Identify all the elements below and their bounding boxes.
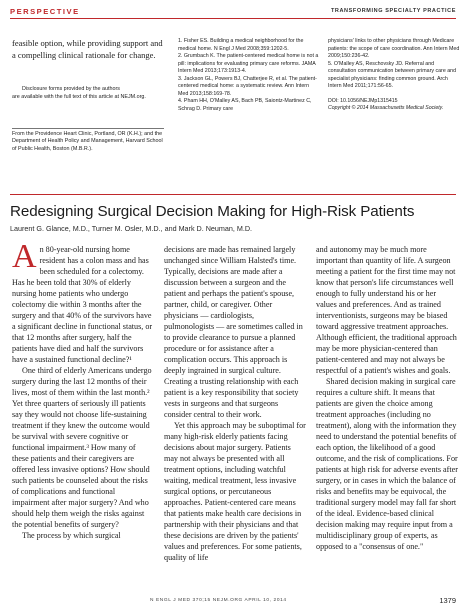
disclosure-note [12,86,164,101]
reference-item [328,38,462,61]
body-column-1 [12,238,154,541]
reference-number: 1. [178,38,183,44]
paragraph: The process by which surgical [22,531,121,540]
author-affiliation: From the Providence Heart Clinic, Portland, OR (K.H.); and the Department of Health Policy and Management, Harvard School of Public Health, Boston (M.B.R.). [12,131,163,152]
paragraph [12,238,154,365]
reference-item [178,76,320,99]
reference-item [178,98,320,113]
reference-number: 2. [178,53,183,59]
references-column-1 [178,38,320,113]
reference-text: Fisher ES. Building a medical neighborhood for the medical home. N Engl J Med 2008;359:1202-5. [178,38,304,52]
disclosure-line-1: Disclosure forms provided by the authors [22,86,120,92]
body-column-2 [164,244,306,563]
paragraph-text: n 80-year-old nursing home resident has a colon mass and has been scheduled for a colectomy. Has he been told that 30% of elderly nursing home patients who undergo colectomy die within 3 months after the surgery and that 40% of the survivors have a significant decline in functional status, or that 12 months after surgery, half the patients have died and half the survivors have a sustained functional decline?¹ [12,245,153,364]
reference-text: O'Malley AS, Reschovsky JD. Referral and consultation communication between primary care and specialist physicians: finding common ground. Arch Intern Med 2011;171:56-65. [328,60,457,89]
paragraph: Shared decision making in surgical care requires a culture shift. It means that patients are given the choice among treatment approaches (including no treatment), along with the information they need to understand the potential benefits of each option, the likelihood of a good outcome, and the risk of complications. For patients at high risk for adverse events after surgery, or in cases in which the balance of risks and benefits may be equivocal, the traditional surgery model may fall far short of the ideal. Evidence-based clinical decision making may require input from a multidisciplinary group of experts, as opposed to a "consensus of one." [316,377,458,551]
section-divider [10,194,456,195]
paragraph: Yet this approach may be suboptimal for many high-risk elderly patients facing decisions about major surgery. Patients may not always be presented with all treatment options, including watchful waiting, medical treatment, less invasive surgical options, or percutaneous approaches. Patient-centered care means that patients make health care decisions in partnership with their physicians and that these decisions are driven by the patients' values and preferences. For some patients, quality of life [164,421,306,562]
references-column-2 [328,38,462,113]
reference-text: physicians' links to other physicians through Medicare patients: the scope of care coordination. Ann Intern Med 2009;150:236-42. [328,38,460,59]
affiliation-rule [12,128,164,129]
reference-item [178,53,320,76]
body-column-3 [316,244,458,552]
reference-number: 3. [178,75,183,82]
article-title: Redesigning Surgical Decision Making for High-Risk Patients [10,203,415,220]
paragraph: decisions are made has remained largely unchanged since William Halsted's time. Typically, decisions are made after a discussion between a surgeon and the patient and perhaps the patient's spouse, partner, child, or caregiver. Other physicians — cardiologists, pulmonologists — are sometimes called in to provide clearance to pursue a planned procedure or for assistance after a complication occurs. This approach is deeply ingrained in surgical culture. Creating a trusting relationship with each patient is a key responsibility that society vests in surgeons and that surgeons consider central to their work. [164,245,303,419]
paragraph: and autonomy may be much more important than quantity of life. A surgeon meeting a patient for the first time may not know that person's life circumstances well enough to fully understand his or her values and preferences. And as trained interventionists, surgeons may be biased toward aggressive treatment approaches. Although efficient, the traditional approach may be more physician-centered than patient-centered and may not always be respectful of a patient's wishes and goals. [316,245,457,375]
disclosure-line-2: are available with the full text of this article at NEJM.org. [12,93,146,100]
page-number: 1379 [439,596,456,605]
header-rule [10,18,456,19]
section-label: PERSPECTIVE [10,7,80,16]
doi: DOI: 10.1056/NEJMp1315415 [328,97,398,104]
reference-text: Grumbach K. The patient-centered medical home is not a pill: implications for evaluating primary care reforms. JAMA Intern Med 2013;173:1913-4. [178,53,319,74]
reference-number: 4. [178,98,183,104]
reference-item [328,61,462,91]
reference-item [178,38,320,53]
reference-number: 5. [328,60,333,67]
journal-citation-line: N ENGL J MED 370;15 NEJM.ORG APRIL 10, 2014 [150,598,287,603]
drop-cap: A [12,238,37,275]
article-authors: Laurent G. Glance, M.D., Turner M. Osler, M.D., and Mark D. Neuman, M.D. [10,224,253,233]
reference-text: Pham HH, O'Malley AS, Bach PB, Saiontz-Martinez C, Schrag D. Primary care [178,98,312,112]
reference-text: Jackson GL, Powers BJ, Chatterjee R, et al. The patient-centered medical home: a systematic review. Ann Intern Med 2013;158:169-78. [178,75,317,97]
copyright: Copyright © 2014 Massachusetts Medical Society. [328,105,444,111]
series-label: TRANSFORMING SPECIALTY PRACTICE [330,8,456,14]
previous-article-ending: feasible option, while providing support and a compelling clinical rationale for change. [12,38,163,60]
paragraph: One third of elderly Americans undergo surgery during the last 12 months of their lives, most of them within the last month.² Yet three quarters of seriously ill patients say they would not choose life-sustaining treatment if they knew the outcome would be survival with severe cognitive or functional impairment.³ How many of these patients and their caregivers are offered less invasive options? How should such patients be counseled about the risks of complications and functional impairment after major surgery? And who should help them weigh the risks against the potential benefits of surgery? [12,366,152,529]
